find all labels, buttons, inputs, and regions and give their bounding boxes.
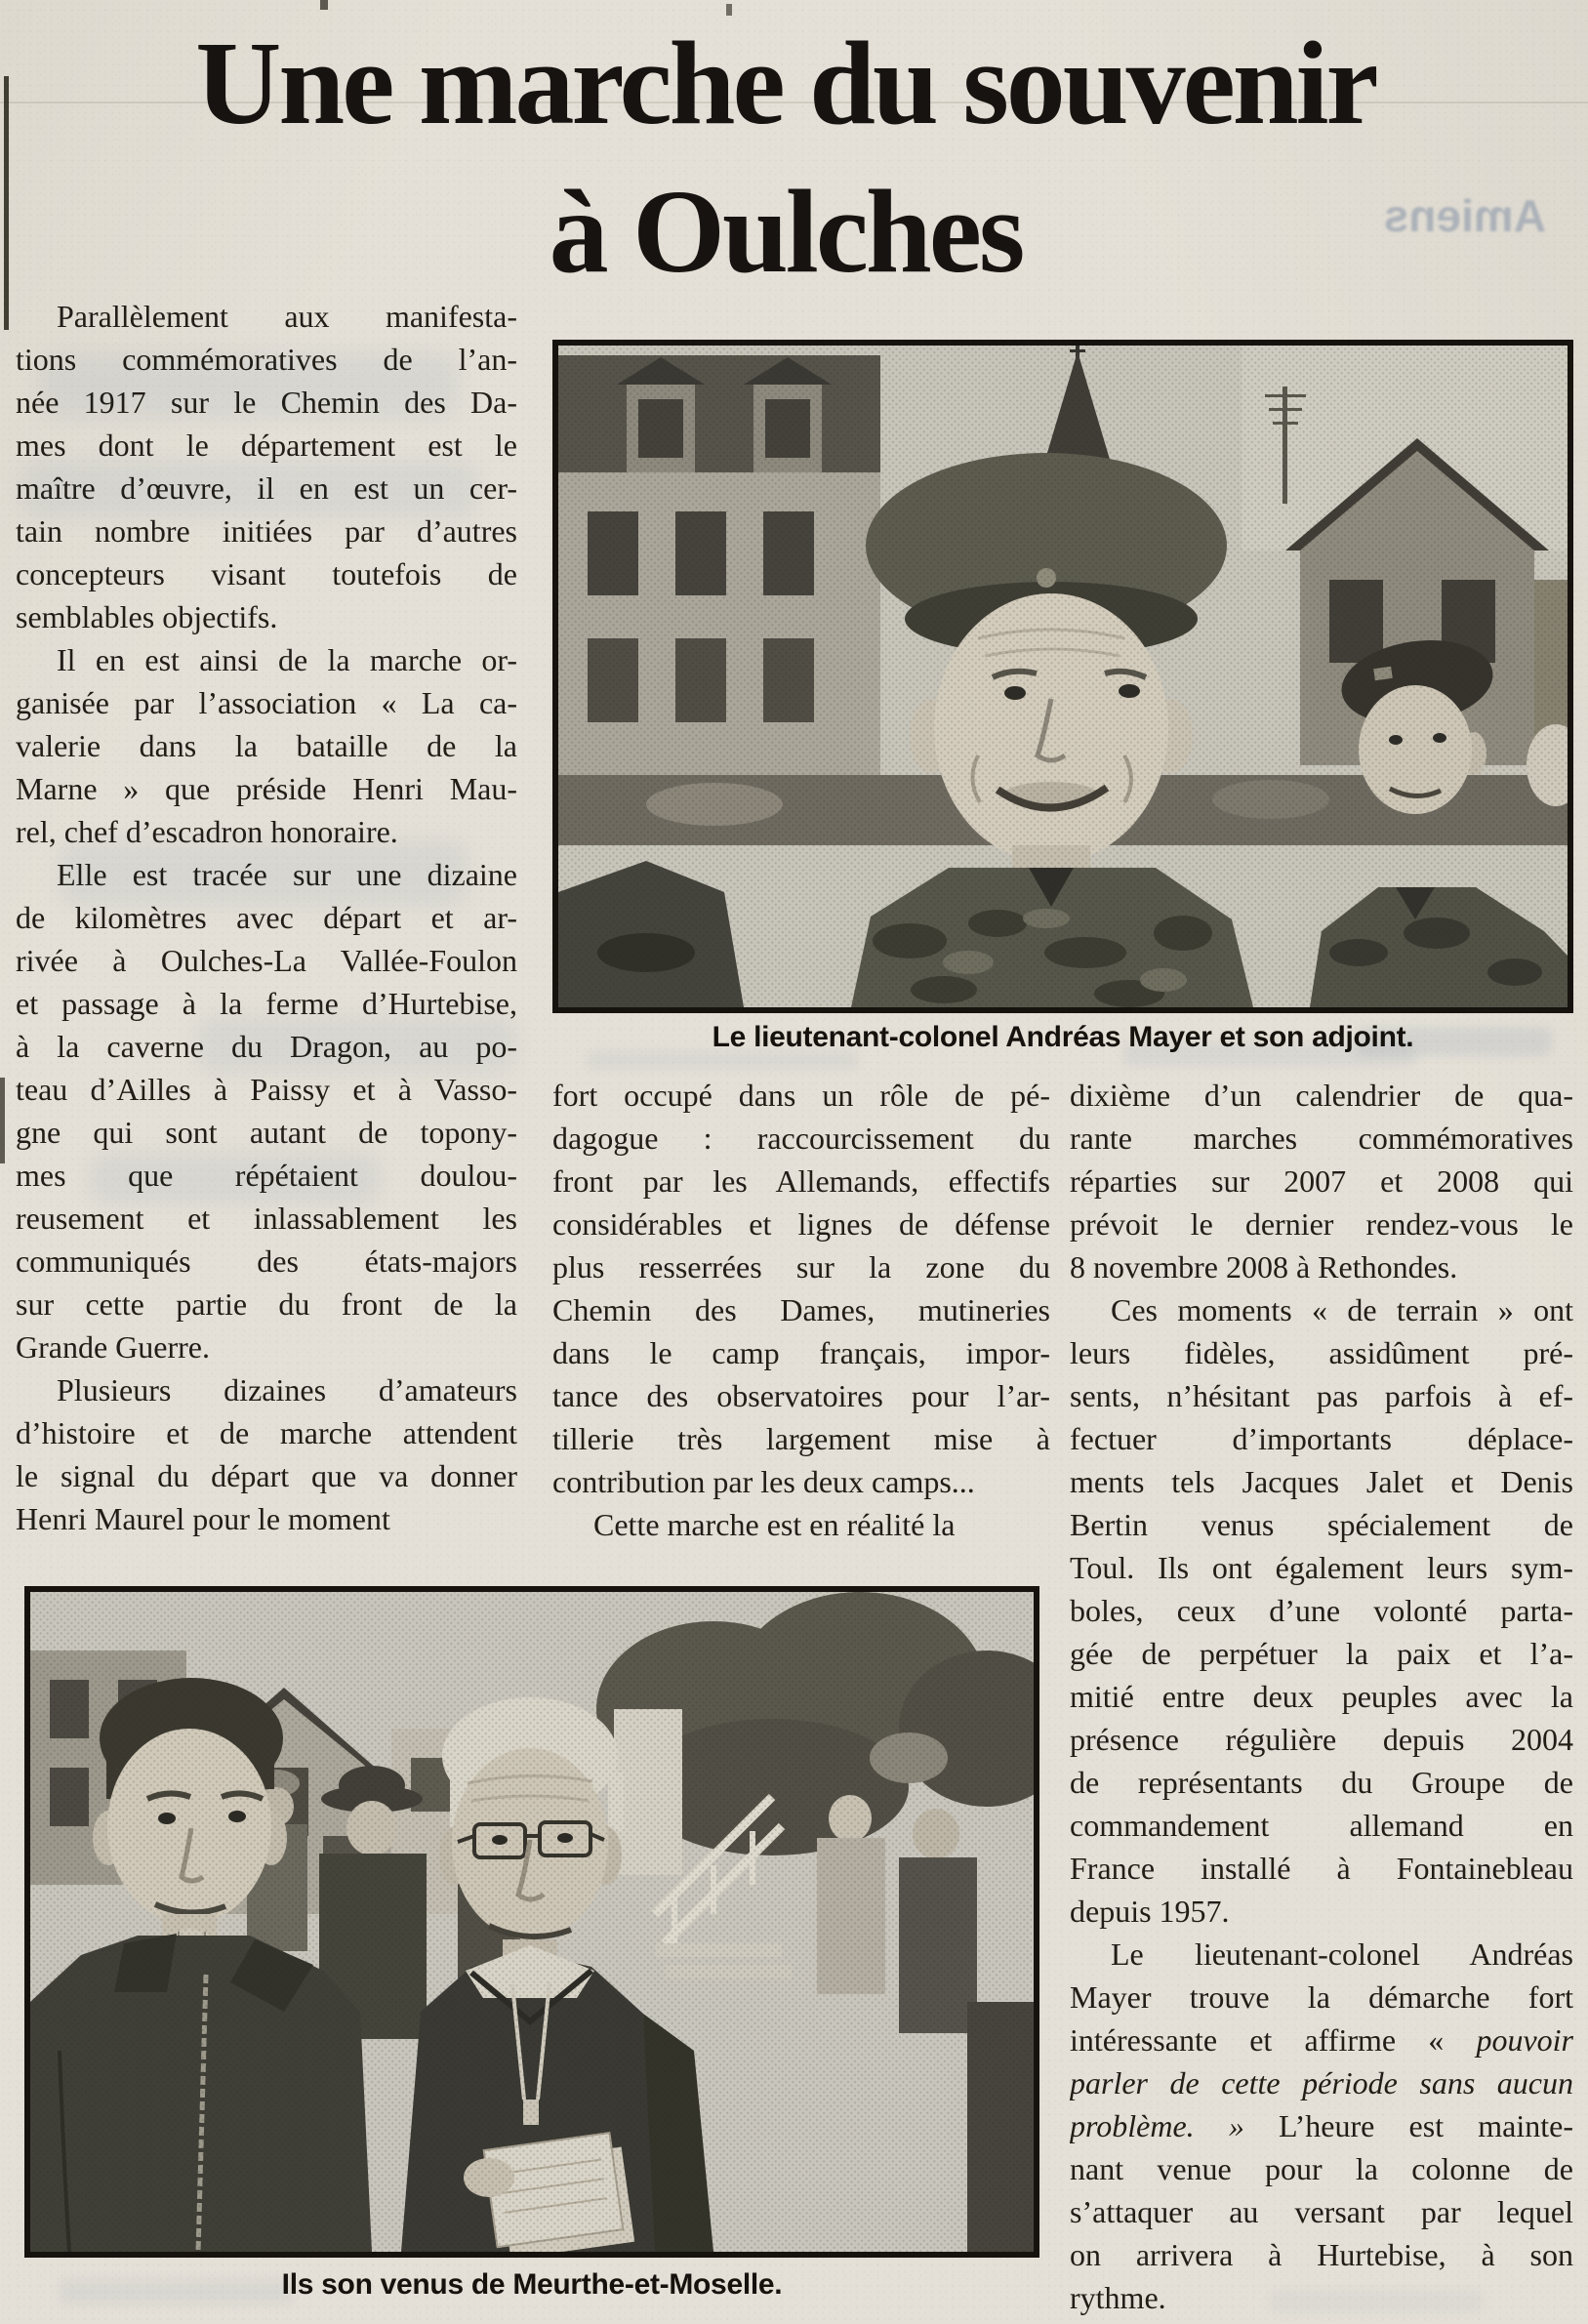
text-line: teau d’Ailles à Paissy et à Vasso-	[16, 1072, 517, 1107]
text-line: maître d’œuvre, il en est un cer-	[16, 470, 517, 506]
text-line: de kilomètres avec départ et ar-	[16, 900, 517, 935]
paragraph	[552, 1503, 1050, 1546]
text-line: réparties sur 2007 et 2008 qui	[1070, 1163, 1573, 1199]
text-line: tillerie très largement mise à	[552, 1421, 1050, 1456]
text-line: France installé à Fontainebleau	[1070, 1851, 1573, 1886]
text-line: sur cette partie du front de la	[16, 1286, 517, 1322]
text-line: concepteurs visant toutefois de	[16, 556, 517, 591]
text-line: Plusieurs dizaines d’amateurs	[57, 1372, 517, 1407]
text-line: commandement allemand en	[1070, 1808, 1573, 1843]
text-line: parler de cette période sans aucun	[1070, 2065, 1573, 2100]
photo-marcheurs	[24, 1586, 1039, 2258]
text-line: d’histoire et de marche attendent	[16, 1415, 517, 1450]
text-line: nant venue pour la colonne de	[1070, 2151, 1573, 2186]
text-line: Mayer trouve la démarche fort	[1070, 1979, 1573, 2015]
text-line: Cette marche est en réalité la	[593, 1507, 956, 1542]
bleed-through-section-label: Amiens	[1383, 190, 1546, 241]
text-line: Bertin venus spécialement de	[1070, 1507, 1573, 1542]
text-line: Parallèlement aux manifesta-	[57, 299, 517, 334]
text-line: Le lieutenant-colonel Andréas	[1111, 1937, 1573, 1972]
text-line: considérables et lignes de défense	[552, 1206, 1050, 1242]
column-right	[1070, 1074, 1573, 2324]
text-line: Elle est tracée sur une dizaine	[57, 857, 517, 892]
text-line: et passage à la ferme d’Hurtebise,	[16, 986, 517, 1021]
text-line: boles, ceux d’une volonté parta-	[1070, 1593, 1573, 1628]
text-line: fort occupé dans un rôle de pé-	[552, 1078, 1050, 1113]
text-line: dagogue : raccourcissement du	[552, 1121, 1050, 1156]
text-line: on arrivera à Hurtebise, à son	[1070, 2237, 1573, 2272]
text-line: gne qui sont autant de topony-	[16, 1115, 517, 1150]
text-line: sents, n’hésitant pas parfois à ef-	[1070, 1378, 1573, 1413]
page-edge-mark	[4, 76, 9, 330]
text-line: intéressante et affirme « pouvoir	[1070, 2022, 1573, 2058]
text-line: ganisée par l’association « La ca-	[16, 685, 517, 720]
text-line: tain nombre initiées par d’autres	[16, 513, 517, 549]
text-line: semblables objectifs.	[16, 599, 278, 634]
text-line: communiqués des états-majors	[16, 1244, 517, 1279]
text-line: mes que répétaient doulou-	[16, 1158, 517, 1193]
text-line: dans le camp français, impor-	[552, 1335, 1050, 1370]
text-line: Grande Guerre.	[16, 1329, 210, 1365]
text-line: Ces moments « de terrain » ont	[1111, 1292, 1573, 1327]
text-line: le signal du départ que va donner	[16, 1458, 517, 1493]
column-middle	[552, 1074, 1050, 1554]
text-line: leurs fidèles, assidûment pré-	[1070, 1335, 1573, 1370]
paragraph	[552, 1074, 1050, 1503]
text-line: mes dont le département est le	[16, 428, 517, 463]
text-line: née 1917 sur le Chemin des Da-	[16, 385, 517, 420]
page-edge-mark	[0, 1078, 5, 1163]
text-line: Il en est ainsi de la marche or-	[57, 642, 517, 677]
text-line: Chemin des Dames, mutineries	[552, 1292, 1050, 1327]
photo-lieutenant-colonel	[552, 340, 1573, 1013]
text-line: Toul. Ils ont également leurs sym-	[1070, 1550, 1573, 1585]
ink-speck	[320, 0, 328, 10]
paragraph	[16, 853, 517, 1368]
text-line: gée de perpétuer la paix et l’a-	[1070, 1636, 1573, 1671]
text-line: prévoit le dernier rendez-vous le	[1070, 1206, 1573, 1242]
text-line: fectuer d’importants déplace-	[1070, 1421, 1573, 1456]
text-line: tions commémoratives de l’an-	[16, 342, 517, 377]
text-line: valerie dans la bataille de la	[16, 728, 517, 763]
text-line: s’attaquer au versant par lequel	[1070, 2194, 1573, 2229]
photo-2-illustration	[30, 1592, 1034, 2252]
text-line: ments tels Jacques Jalet et Denis	[1070, 1464, 1573, 1499]
column-left	[16, 295, 517, 1544]
text-line: à la caverne du Dragon, au po-	[16, 1029, 517, 1064]
paragraph	[16, 1368, 517, 1540]
paragraph	[16, 638, 517, 853]
paragraph	[1070, 1933, 1573, 2319]
text-line: rel, chef d’escadron honoraire.	[16, 814, 398, 849]
text-line: Marne » que préside Henri Mau-	[16, 771, 517, 806]
paragraph	[16, 295, 517, 638]
text-line: présence régulière depuis 2004	[1070, 1722, 1573, 1757]
text-line: rivée à Oulches-La Vallée-Foulon	[16, 943, 517, 978]
title-line-1: Une marche du souvenir	[195, 18, 1376, 149]
paragraph	[1070, 1074, 1573, 1288]
text-line: 8 novembre 2008 à Rethondes.	[1070, 1249, 1458, 1284]
text-line: rante marches commémoratives	[1070, 1121, 1573, 1156]
text-line: depuis 1957.	[1070, 1894, 1230, 1929]
text-line: plus resserrées sur la zone du	[552, 1249, 1050, 1284]
photo-1-illustration	[558, 346, 1568, 1007]
text-line: tance des observatoires pour l’ar-	[552, 1378, 1050, 1413]
text-line: dixième d’un calendrier de qua-	[1070, 1078, 1573, 1113]
text-line: contribution par les deux camps...	[552, 1464, 975, 1499]
photo-2-caption: Ils son venus de Meurthe-et-Moselle.	[281, 2268, 783, 2301]
text-line: de représentants du Groupe de	[1070, 1765, 1573, 1800]
text-line: rythme.	[1070, 2280, 1166, 2315]
text-line: front par les Allemands, effectifs	[552, 1163, 1050, 1199]
text-line: reusement et inlassablement les	[16, 1201, 517, 1236]
title-line-2: à Oulches	[549, 166, 1023, 298]
article-title	[59, 10, 1513, 306]
text-line: problème. » L’heure est mainte-	[1070, 2108, 1573, 2143]
text-line: Henri Maurel pour le moment	[16, 1501, 390, 1536]
photo-1-caption: Le lieutenant-colonel Andréas Mayer et son adjoint.	[712, 1021, 1414, 1053]
paragraph	[1070, 1288, 1573, 1933]
text-line: mitié entre deux peuples avec la	[1070, 1679, 1573, 1714]
